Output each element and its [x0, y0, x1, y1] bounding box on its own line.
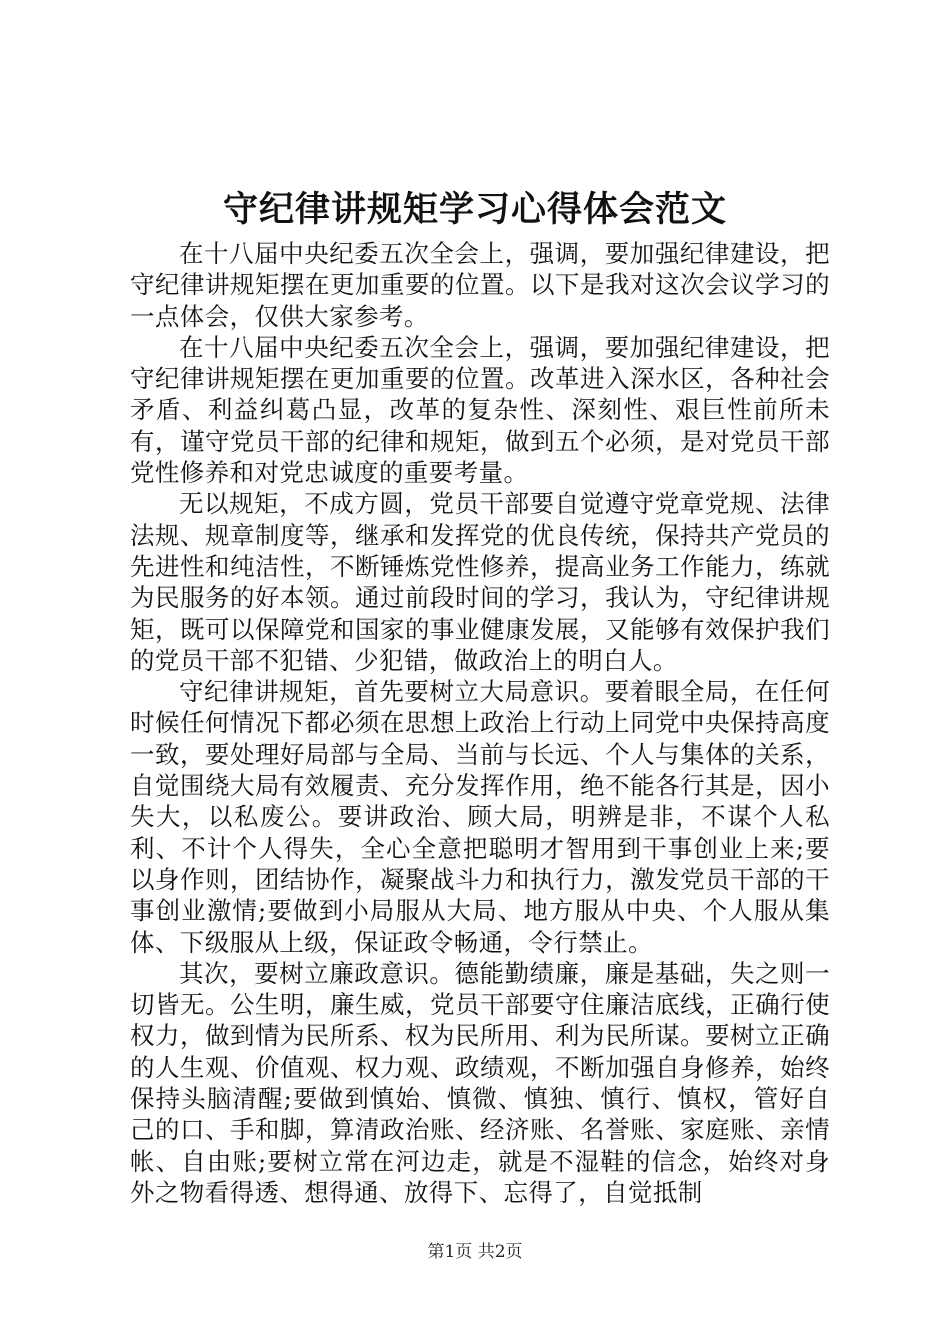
document-body [130, 238, 830, 1208]
document-title: 守纪律讲规矩学习心得体会范文 [222, 189, 727, 230]
paragraph-2: 在十八届中央纪委五次全会上，强调，要加强纪律建设，把守纪律讲规矩摆在更加重要的位置。改革进入深水区，各种社会矛盾、利益纠葛凸显，改革的复杂性、深刻性、艰巨性前所未有，谨守党员干部的纪律和规矩，做到五个必须，是对党员干部党性修养和对党忠诚度的重要考量。 [130, 332, 830, 488]
paragraph-1: 在十八届中央纪委五次全会上，强调，要加强纪律建设，把守纪律讲规矩摆在更加重要的位置。以下是我对这次会议学习的一点体会，仅供大家参考。 [130, 239, 830, 331]
paragraph-5: 其次，要树立廉政意识。德能勤绩廉，廉是基础，失之则一切皆无。公生明，廉生威，党员干部要守住廉洁底线，正确行使权力，做到情为民所系、权为民所用、利为民所谋。要树立正确的人生观、价值观、权力观、政绩观，不断加强自身修养，始终保持头脑清醒;要做到慎始、慎微、慎独、慎行、慎权，管好自己的口、手和脚，算清政治账、经济账、名誉账、家庭账、亲情帐、自由账;要树立常在河边走，就是不湿鞋的信念，始终对身外之物看得透、想得通、放得下、忘得了，自觉抵制 [130, 958, 830, 1207]
page-number-footer: 第1页 共2页 [427, 1242, 523, 1262]
paragraph-3: 无以规矩，不成方圆，党员干部要自觉遵守党章党规、法律法规、规章制度等，继承和发挥党的优良传统，保持共产党员的先进性和纯洁性，不断锤炼党性修养，提高业务工作能力，练就为民服务的好本领。通过前段时间的学习，我认为，守纪律讲规矩，既可以保障党和国家的事业健康发展，又能够有效保护我们的党员干部不犯错、少犯错，做政治上的明白人。 [130, 489, 830, 675]
paragraph-4: 守纪律讲规矩，首先要树立大局意识。要着眼全局，在任何时候任何情况下都必须在思想上政治上行动上同党中央保持高度一致，要处理好局部与全局、当前与长远、个人与集体的关系，自觉围绕大局有效履责、充分发挥作用，绝不能各行其是，因小失大，以私废公。要讲政治、顾大局，明辨是非，不谋个人私利、不计个人得失，全心全意把聪明才智用到干事创业上来;要以身作则，团结协作，凝聚战斗力和执行力，激发党员干部的干事创业激情;要做到小局服从大局、地方服从中央、个人服从集体、下级服从上级，保证政令畅通，令行禁止。 [130, 677, 830, 957]
